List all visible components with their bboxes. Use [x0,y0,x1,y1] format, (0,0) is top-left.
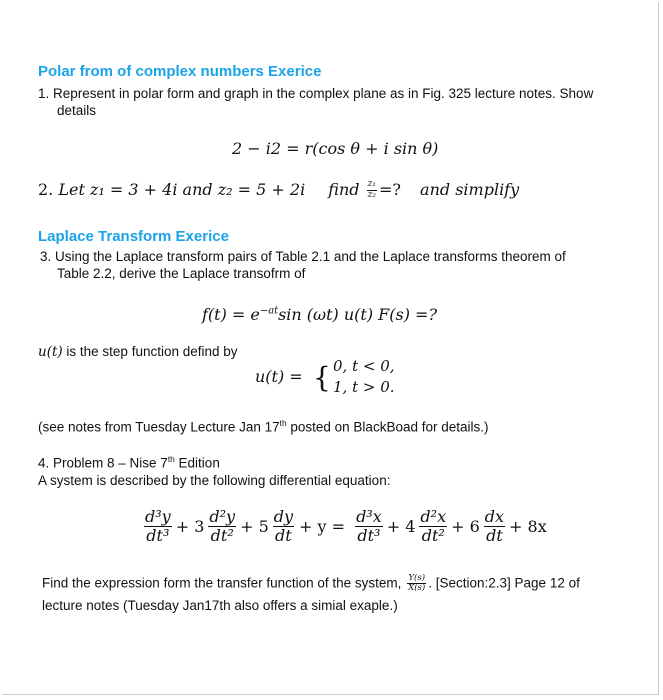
step-description [38,344,238,360]
problem-a: 4. Problem 8 – Nise 7 [38,455,168,471]
differential-equation [142,508,547,544]
find-text-cont: lecture notes (Tuesday Jan17th also offers a simial exaple.) [42,598,398,613]
term-coefficient: + 4 [386,516,416,536]
z-fraction [367,180,377,201]
term-coefficient: + 3 [175,516,205,536]
fraction-denominator: dt² [210,525,234,545]
step-text: is the step function defind by [62,344,238,359]
fraction-denominator: z₂ [367,190,376,200]
item2-number: 2. [38,180,54,199]
brace: { [313,361,331,394]
fraction-numerator: d²x [420,507,447,526]
derivative-fraction [273,508,294,544]
fraction-denominator: dt³ [146,525,170,545]
see-notes-b: posted on BlackBoad for details.) [286,419,489,435]
problem4-heading [38,454,220,471]
item2-equals: =? [378,180,401,199]
item2-find: find [328,180,360,199]
fraction-denominator: dt² [421,525,445,545]
fraction-denominator: dt [275,525,292,545]
tf-denominator: X(s) [408,583,426,594]
item3-text-cont: Table 2.2, derive the Laplace transofrm of [57,266,306,281]
item2-line [38,180,519,201]
problem-b: Edition [174,455,220,471]
derivative-fraction [144,508,172,544]
fraction-numerator: d³y [145,507,171,526]
derivative-fraction [208,508,236,544]
step-u: u(t) [38,344,63,360]
see-notes-a: (see notes from Tuesday Lecture Jan 17 [38,419,280,435]
fraction-numerator: dx [484,507,505,526]
see-notes [38,418,489,435]
step-lhs: u(t) = [255,367,303,386]
eq-rest: sin (ωt) u(t) F(s) =? [278,305,438,324]
eq-f: f(t) = e [202,305,260,324]
transfer-function-fraction [407,574,426,594]
fraction-numerator: z₁ [367,179,376,190]
eq-exponent: −at [259,305,279,317]
find-text [42,574,580,594]
item3-text: 3. Using the Laplace transform pairs of Table 2.1 and the Laplace transforms theorem of [40,249,566,264]
step-case-1: 0, t < 0, [333,357,395,375]
find-a: Find the expression form the transfer function of the system, [42,575,402,591]
see-notes-sup: th [279,418,287,428]
derivative-fraction [355,508,383,544]
term-coefficient: + 6 [451,516,480,536]
term-coefficient: + y = [299,516,346,536]
section-title-laplace: Laplace Transform Exerice [38,228,229,245]
fraction-denominator: dt [486,525,503,545]
equation-tail: + 8x [509,516,547,536]
tf-numerator: Y(s) [408,573,426,583]
term-coefficient: + 5 [240,516,269,536]
find-b: . [Section:2.3] Page 12 of [428,575,580,591]
problem-sup: th [167,454,175,464]
fraction-numerator: d²y [209,507,236,526]
system-text: A system is described by the following differential equation: [38,473,391,488]
derivative-fraction [484,508,505,544]
laplace-equation [202,305,437,324]
fraction-numerator: dy [273,507,294,526]
polar-equation: 2 − i2 = r(cos θ + i sin θ) [232,139,439,158]
item1-text: 1. Represent in polar form and graph in the complex plane as in Fig. 325 lecture notes. Show [38,86,594,101]
fraction-denominator: dt³ [357,525,381,545]
item1-text-cont: details [57,103,97,118]
derivative-fraction [419,508,447,544]
section-title-polar: Polar from of complex numbers Exerice [38,63,322,80]
step-case-2: 1, t > 0. [333,378,395,396]
item2-suffix: and simplify [420,180,520,199]
fraction-numerator: d³x [356,507,382,526]
item2-let: Let z₁ = 3 + 4i and z₂ = 5 + 2i [58,180,306,199]
